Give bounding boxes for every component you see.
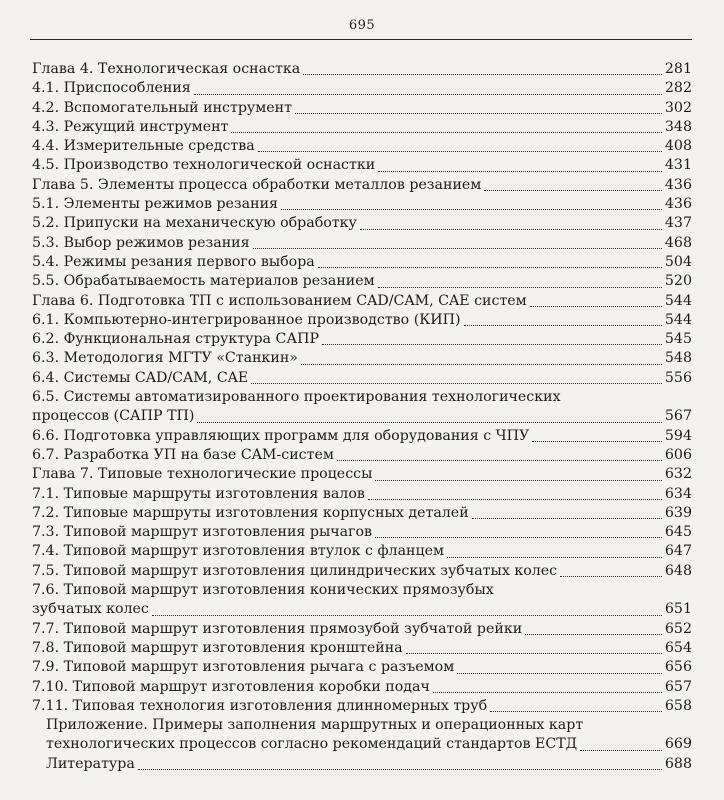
toc-entry-title-continued: технологических процессов согласно рекомендаций стандартов ЕСТД xyxy=(46,736,578,753)
dot-leader xyxy=(525,634,662,635)
toc-entry-title: 6.1. Компьютерно-интегрированное производство (КИП) xyxy=(32,311,461,328)
dot-leader xyxy=(530,306,662,307)
toc-entry-title: 4.2. Вспомогательный инструмент xyxy=(32,99,292,116)
dot-leader xyxy=(433,692,662,693)
toc-entry xyxy=(32,446,692,465)
toc-entry-title: 5.1. Элементы режимов резания xyxy=(32,196,278,213)
toc-entry xyxy=(32,620,692,639)
toc-entry-title: 6.2. Функциональная структура САПР xyxy=(32,331,320,348)
toc-entry-title: Глава 5. Элементы процесса обработки металлов резанием xyxy=(32,176,482,193)
toc-entry xyxy=(32,292,692,311)
dot-leader xyxy=(580,750,662,751)
toc-page-number: 431 xyxy=(664,157,692,174)
toc-page-number: 556 xyxy=(664,369,692,386)
toc-page-number: 647 xyxy=(664,543,692,560)
toc-entry xyxy=(32,523,692,542)
toc-page-number: 282 xyxy=(664,80,692,97)
toc-entry xyxy=(32,369,692,388)
dot-leader xyxy=(406,653,662,654)
toc-entry-title: Литература xyxy=(46,755,135,772)
toc-entry-title: 7.3. Типовой маршрут изготовления рычагов xyxy=(32,524,373,541)
toc-entry xyxy=(32,176,692,195)
toc-entry-title: 6.3. Методология МГТУ «Станкин» xyxy=(32,350,298,367)
table-of-contents xyxy=(32,60,692,774)
toc-page-number: 648 xyxy=(664,562,692,579)
toc-page-number: 658 xyxy=(664,697,692,714)
toc-page-number: 302 xyxy=(664,99,692,116)
toc-entry-title: Приложение. Примеры заполнения маршрутных и операционных карт xyxy=(46,717,584,734)
dot-leader xyxy=(281,209,662,210)
dot-leader xyxy=(447,557,662,558)
toc-page-number: 688 xyxy=(664,755,692,772)
toc-entry xyxy=(32,214,692,233)
toc-entry xyxy=(32,118,692,137)
toc-entry xyxy=(32,562,692,581)
toc-page-number: 281 xyxy=(664,61,692,77)
toc-entry xyxy=(32,542,692,561)
dot-leader xyxy=(152,615,662,616)
toc-entry xyxy=(32,311,692,330)
toc-entry xyxy=(32,60,692,79)
toc-page-number: 657 xyxy=(664,678,692,695)
toc-entry xyxy=(32,253,692,272)
toc-entry-title-continued: зубчатых колес xyxy=(32,601,149,618)
toc-page-number: 468 xyxy=(664,234,692,251)
dot-leader xyxy=(337,460,662,461)
dot-leader xyxy=(378,287,662,288)
toc-page-number: 544 xyxy=(664,292,692,309)
dot-leader xyxy=(251,383,662,384)
toc-entry xyxy=(32,272,692,291)
toc-entry-title: 7.4. Типовой маршрут изготовления втулок с фланцем xyxy=(32,543,445,560)
dot-leader xyxy=(560,576,662,577)
toc-entry xyxy=(32,697,692,716)
toc-entry xyxy=(32,658,692,677)
dot-leader xyxy=(322,344,662,345)
toc-page-number: 639 xyxy=(664,504,692,521)
toc-entry-title: 7.7. Типовой маршрут изготовления прямозубой зубчатой рейки xyxy=(32,620,523,637)
toc-entry xyxy=(32,465,692,484)
toc-page-number: 520 xyxy=(664,273,692,290)
toc-entry xyxy=(32,678,692,697)
dot-leader xyxy=(375,537,662,538)
toc-entry-title-continued: процессов (САПР ТП) xyxy=(32,408,195,425)
toc-entry xyxy=(32,330,692,349)
toc-page-number: 606 xyxy=(664,446,692,463)
toc-entry xyxy=(32,755,692,774)
toc-page-number: 632 xyxy=(664,466,692,483)
toc-page-number: 436 xyxy=(664,176,692,193)
toc-page-number: 567 xyxy=(664,408,692,425)
dot-leader xyxy=(318,267,662,268)
dot-leader xyxy=(457,673,662,674)
dot-leader xyxy=(490,711,662,712)
dot-leader xyxy=(258,151,662,152)
dot-leader xyxy=(253,248,662,249)
dot-leader xyxy=(301,364,662,365)
toc-entry-title: 4.5. Производство технологической оснастки xyxy=(32,157,376,174)
header-rule xyxy=(30,39,692,40)
toc-entry-title: 4.3. Режущий инструмент xyxy=(32,118,229,135)
toc-entry-title: Глава 4. Технологическая оснастка xyxy=(32,61,301,77)
dot-leader xyxy=(484,190,662,191)
toc-entry-title: 7.10. Типовой маршрут изготовления коробки подач xyxy=(32,678,430,695)
toc-page-number: 545 xyxy=(664,331,692,348)
dot-leader xyxy=(138,769,662,770)
toc-page-number: 408 xyxy=(664,138,692,155)
toc-entry-title: 7.11. Типовая технология изготовления длинномерных труб xyxy=(32,697,488,714)
toc-entry-title: 7.5. Типовой маршрут изготовления цилиндрических зубчатых колес xyxy=(32,562,558,579)
toc-page-number: 654 xyxy=(664,639,692,656)
toc-entry xyxy=(32,716,692,755)
toc-entry-title: 5.4. Режимы резания первого выбора xyxy=(32,253,315,270)
dot-leader xyxy=(368,499,662,500)
toc-entry xyxy=(32,156,692,175)
toc-entry xyxy=(32,99,692,118)
toc-entry-title: 4.1. Приспособления xyxy=(32,80,191,97)
toc-page-number: 594 xyxy=(664,427,692,444)
toc-page-number: 656 xyxy=(664,659,692,676)
toc-entry xyxy=(32,349,692,368)
toc-entry xyxy=(32,504,692,523)
toc-page-number: 437 xyxy=(664,215,692,232)
toc-entry xyxy=(32,427,692,446)
toc-page-number: 348 xyxy=(664,118,692,135)
toc-entry-title: 6.4. Системы CAD/CAM, CAE xyxy=(32,369,249,386)
toc-entry xyxy=(32,485,692,504)
toc-page-number: 652 xyxy=(664,620,692,637)
toc-entry xyxy=(32,137,692,156)
dot-leader xyxy=(295,113,662,114)
toc-entry xyxy=(32,195,692,214)
dot-leader xyxy=(360,229,662,230)
dot-leader xyxy=(378,171,662,172)
toc-page-number: 436 xyxy=(664,196,692,213)
toc-entry-title: Глава 7. Типовые технологические процессы xyxy=(32,466,373,483)
toc-page-number: 544 xyxy=(664,311,692,328)
page-number: 695 xyxy=(348,18,376,33)
dot-leader xyxy=(303,74,662,75)
toc-page-number: 645 xyxy=(664,524,692,541)
toc-entry-title: 5.2. Припуски на механическую обработку xyxy=(32,215,357,232)
toc-page-number: 634 xyxy=(664,485,692,502)
toc-entry xyxy=(32,234,692,253)
toc-entry-title: 7.8. Типовой маршрут изготовления кронштейна xyxy=(32,639,403,656)
toc-entry-title: 7.2. Типовые маршруты изготовления корпусных деталей xyxy=(32,504,469,521)
dot-leader xyxy=(194,94,662,95)
toc-entry-title: Глава 6. Подготовка ТП с использованием CAD/CAM, CAE систем xyxy=(32,292,527,309)
toc-entry-title: 4.4. Измерительные средства xyxy=(32,138,255,155)
toc-page-number: 669 xyxy=(664,736,692,753)
toc-entry xyxy=(32,79,692,98)
toc-entry-title: 6.6. Подготовка управляющих программ для оборудования с ЧПУ xyxy=(32,427,530,444)
toc-entry-title: 5.3. Выбор режимов резания xyxy=(32,234,250,251)
dot-leader xyxy=(231,132,661,133)
toc-entry-title: 7.9. Типовой маршрут изготовления рычага с разъемом xyxy=(32,659,455,676)
toc-entry xyxy=(32,388,692,427)
toc-entry-title: 6.5. Системы автоматизированного проектирования технологических xyxy=(32,389,561,406)
toc-page-number: 548 xyxy=(664,350,692,367)
dot-leader xyxy=(472,518,662,519)
toc-entry-title: 5.5. Обрабатываемость материалов резанием xyxy=(32,273,375,290)
dot-leader xyxy=(464,325,662,326)
dot-leader xyxy=(375,480,662,481)
toc-entry xyxy=(32,581,692,620)
dot-leader xyxy=(532,441,662,442)
toc-entry-title: 6.7. Разработка УП на базе CAM-систем xyxy=(32,446,334,463)
toc-page-number: 651 xyxy=(664,601,692,618)
toc-entry-title: 7.1. Типовые маршруты изготовления валов xyxy=(32,485,365,502)
toc-entry-title: 7.6. Типовой маршрут изготовления конических прямозубых xyxy=(32,582,494,599)
toc-page-number: 504 xyxy=(664,253,692,270)
dot-leader xyxy=(197,422,661,423)
toc-entry xyxy=(32,639,692,658)
